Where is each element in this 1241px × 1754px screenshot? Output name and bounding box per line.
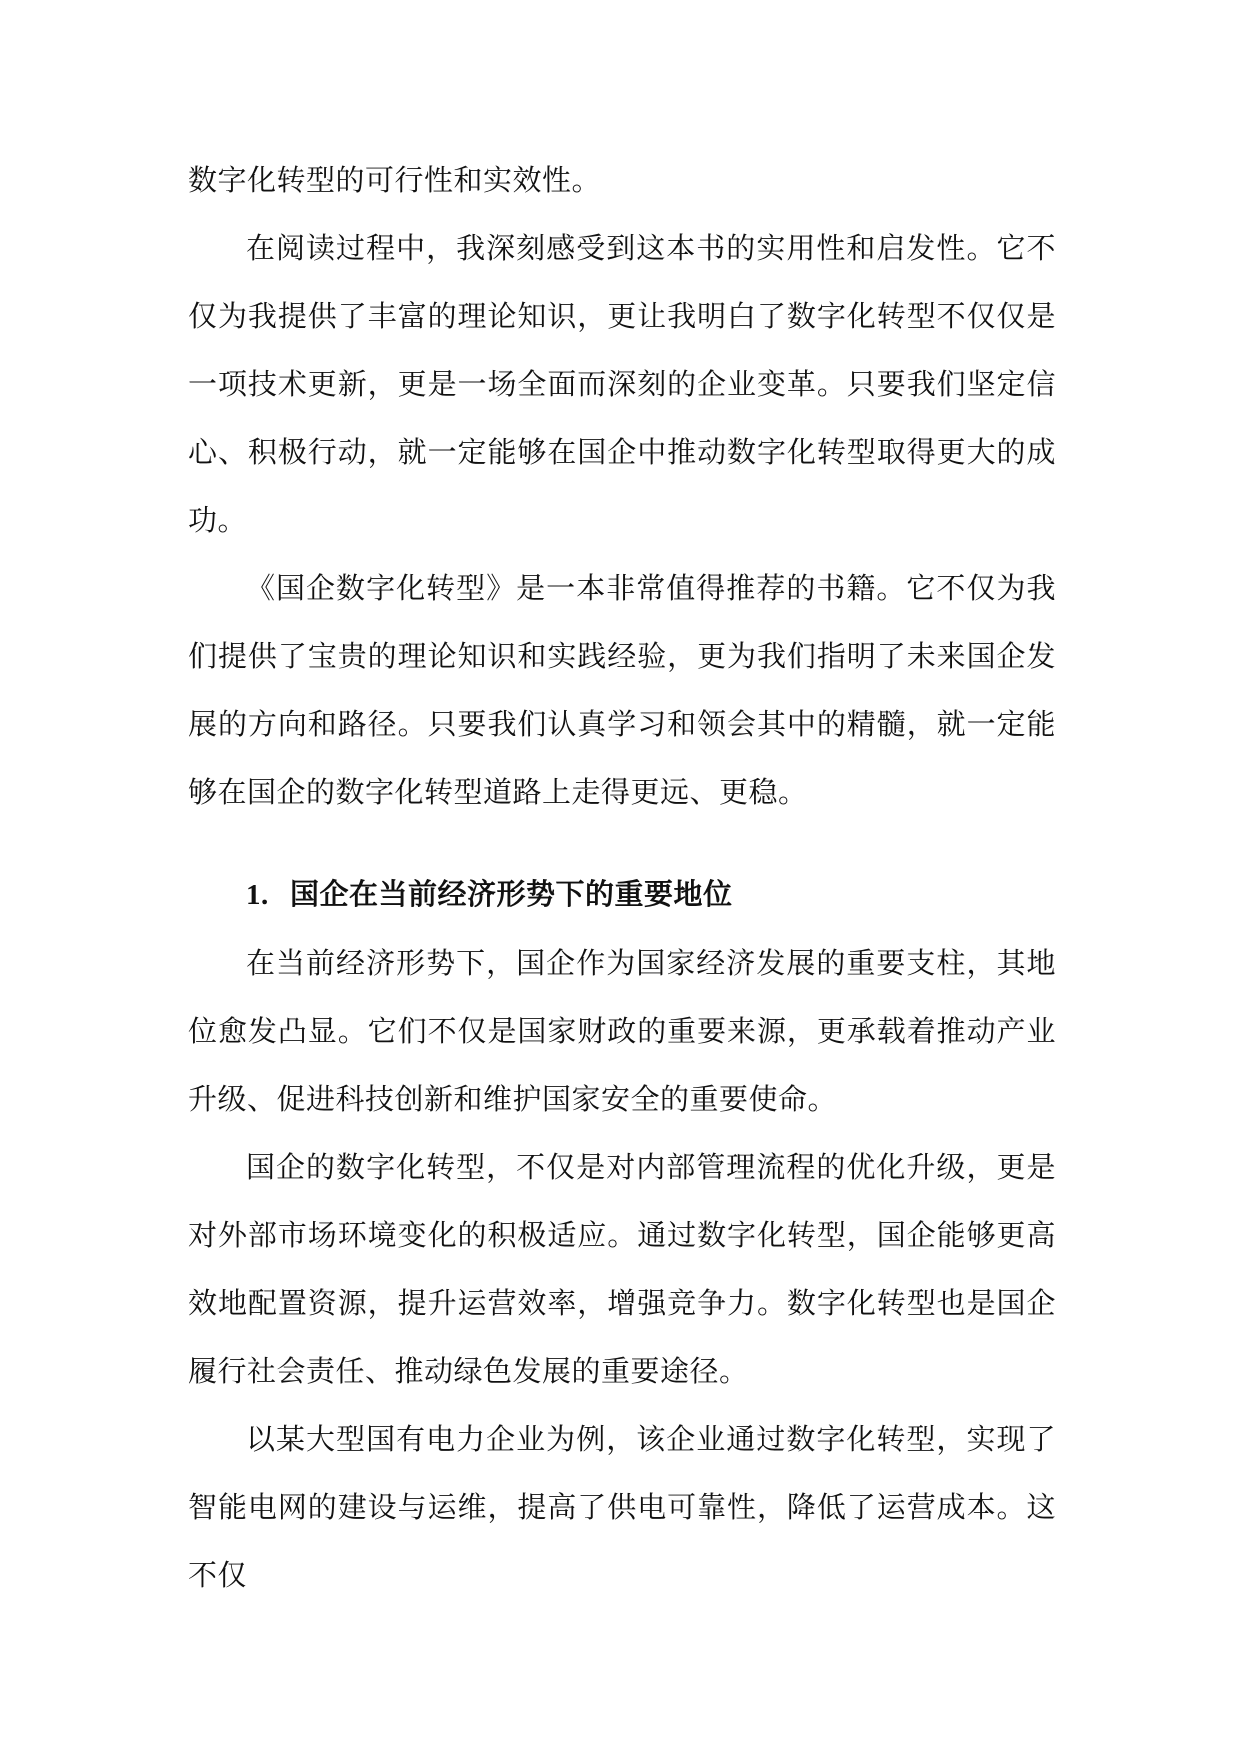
- paragraph-continuation: 数字化转型的可行性和实效性。: [188, 163, 602, 197]
- section-number: 1.: [246, 879, 269, 911]
- paragraph-reading-reflection: 在阅读过程中，我深刻感受到这本书的实用性和启发性。它不仅为我提供了丰富的理论知识，更让我明白了数字化转型不仅仅是一项技术更新，更是一场全面而深刻的企业变革。只要我们坚定信心、积极行动，就一定能够在国企中推动数字化转型取得更大的成功。: [188, 231, 1056, 537]
- section-title: 国企在当前经济形势下的重要地位: [290, 877, 733, 911]
- paragraph-soe-position: 在当前经济形势下，国企作为国家经济发展的重要支柱，其地位愈发凸显。它们不仅是国家财政的重要来源，更承载着推动产业升级、促进科技创新和维护国家安全的重要使命。: [188, 946, 1056, 1116]
- paragraph-power-company-example: 以某大型国有电力企业为例，该企业通过数字化转型，实现了智能电网的建设与运维，提高了供电可靠性，降低了运营成本。这不仅: [188, 1422, 1056, 1592]
- section-heading: [188, 860, 1056, 929]
- document-page: [188, 146, 1056, 1609]
- paragraph-book-recommendation: 《国企数字化转型》是一本非常值得推荐的书籍。它不仅为我们提供了宝贵的理论知识和实践经验，更为我们指明了未来国企发展的方向和路径。只要我们认真学习和领会其中的精髓，就一定能够在国企的数字化转型道路上走得更远、更稳。: [188, 571, 1056, 809]
- paragraph-digital-transformation: 国企的数字化转型，不仅是对内部管理流程的优化升级，更是对外部市场环境变化的积极适应。通过数字化转型，国企能够更高效地配置资源，提升运营效率，增强竞争力。数字化转型也是国企履行社会责任、推动绿色发展的重要途径。: [188, 1150, 1056, 1388]
